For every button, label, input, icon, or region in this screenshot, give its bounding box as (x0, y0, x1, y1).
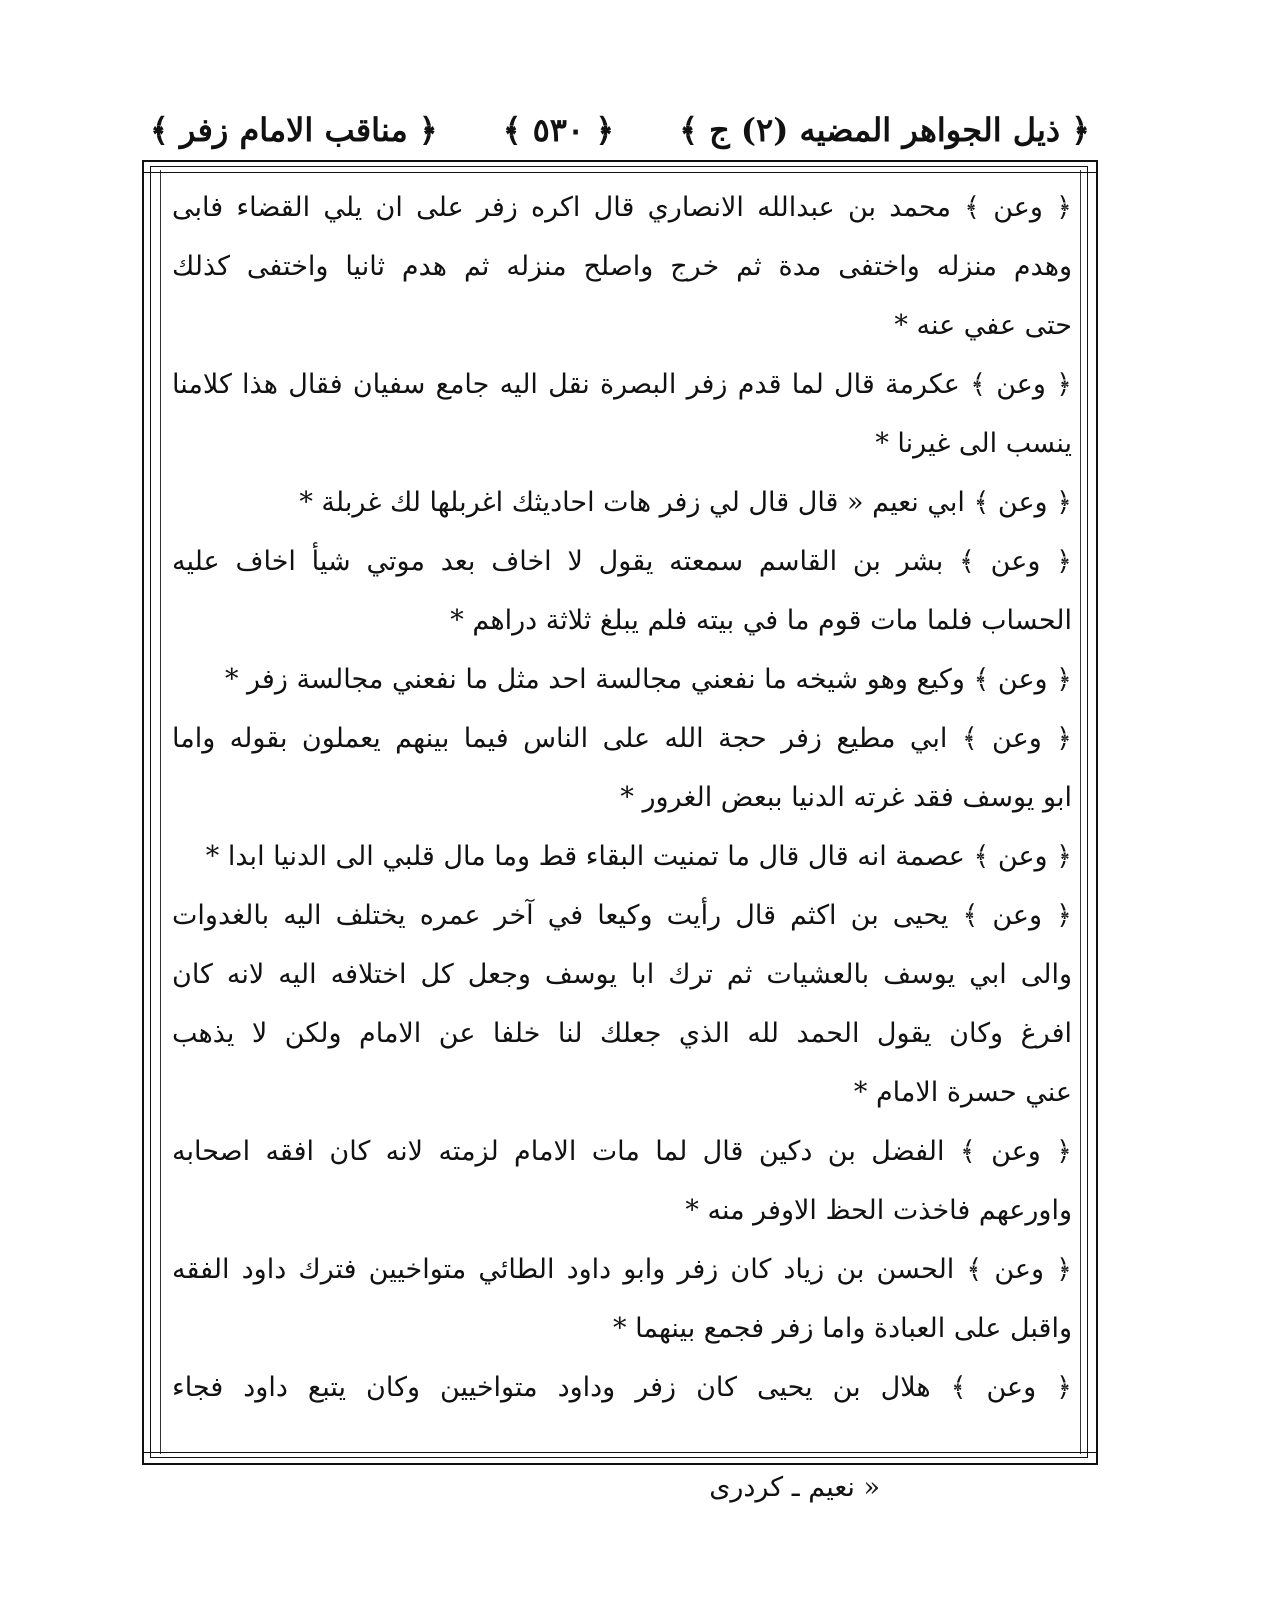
text-line: ﴿ وعن ﴾ الحسن بن زياد كان زفر وابو داود الطائي متواخيين فترك داود الفقه (172, 1254, 1072, 1285)
text-line: ﴿ وعن ﴾ بشر بن القاسم سمعته يقول لا اخاف بعد موتي شيأ اخاف عليه (172, 546, 1072, 577)
footnote: « نعيم ـ كردرى (709, 1472, 880, 1503)
text-line: ﴿ وعن ﴾ ابي مطيع زفر حجة الله على الناس فيما بينهم يعملون بقوله واما (172, 723, 1072, 754)
text-line: حتى عفي عنه * (894, 310, 1072, 341)
text-line: ﴿ وعن ﴾ الفضل بن دكين قال لما مات الامام لزمته لانه كان افقه اصحابه (172, 1136, 1072, 1167)
frame-bottom-rule (142, 1452, 1098, 1453)
text-line: ﴿ وعن ﴾ وكيع وهو شيخه ما نفعني مجالسة احد مثل ما نفعني مجالسة زفر * (224, 664, 1072, 695)
frame-top-rule (142, 172, 1098, 173)
frame-rule-left (160, 170, 161, 1454)
text-line: عني حسرة الامام * (853, 1077, 1072, 1108)
text-line: واورعهم فاخذت الحظ الاوفر منه * (685, 1195, 1072, 1226)
text-line: ﴿ وعن ﴾ عكرمة قال لما قدم زفر البصرة نقل اليه جامع سفيان فقال هذا كلامنا (172, 369, 1072, 400)
text-line: ﴿ وعن ﴾ ابي نعيم « قال قال لي زفر هات احاديثك اغربلها لك غربلة * (299, 487, 1072, 518)
header-page-number: ﴿ ٥٣٠ ﴾ (502, 111, 615, 149)
text-line: ابو يوسف فقد غرته الدنيا ببعض الغرور * (620, 782, 1072, 813)
frame-rule-right (1080, 170, 1081, 1454)
text-line: والى ابي يوسف بالعشيات ثم ترك ابا يوسف وجعل كل اختلافه اليه لانه كان (172, 959, 1072, 990)
header-left-title: ﴿ مناقب الامام زفر ﴾ (150, 111, 438, 149)
header-right-title: ﴿ ذيل الجواهر المضيه (٢) ج ﴾ (679, 111, 1090, 149)
text-line: ﴿ وعن ﴾ محمد بن عبدالله الانصاري قال اكره زفر على ان يلي القضاء فابى (172, 192, 1072, 223)
text-line: واقبل على العبادة واما زفر فجمع بينهما * (613, 1313, 1072, 1344)
text-line: وهدم منزله واختفى مدة ثم خرج واصلح منزله ثم هدم ثانيا واختفى كذلك (172, 251, 1072, 282)
text-line: ﴿ وعن ﴾ هلال بن يحيى كان زفر وداود متواخيين وكان يتبع داود فجاء (172, 1372, 1072, 1403)
body-text (172, 178, 1072, 1438)
text-line: ينسب الى غيرنا * (875, 428, 1072, 459)
running-header (150, 104, 1090, 156)
text-line: افرغ وكان يقول الحمد لله الذي جعلك لنا خلفا عن الامام ولكن لا يذهب (172, 1018, 1072, 1049)
text-line: الحساب فلما مات قوم ما في بيته فلم يبلغ ثلاثة دراهم * (450, 605, 1072, 636)
text-line: ﴿ وعن ﴾ يحيى بن اكثم قال رأيت وكيعا في آخر عمره يختلف اليه بالغدوات (172, 900, 1072, 931)
text-line: ﴿ وعن ﴾ عصمة انه قال قال ما تمنيت البقاء قط وما مال قلبي الى الدنيا ابدا * (205, 841, 1072, 872)
